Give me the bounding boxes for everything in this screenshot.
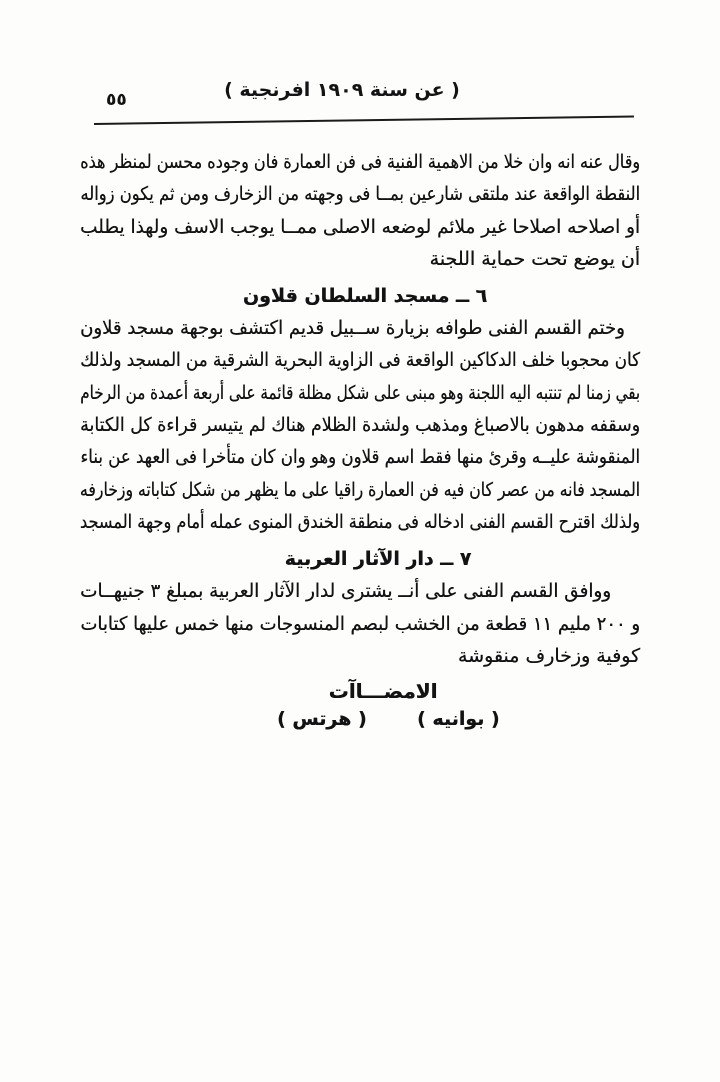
text-line: المنقوشة عليــه وقرئ منها فقط اسم قلاون وهو وان كان متأخرا فى العهد عن بناء [80,446,640,469]
running-header-title: ( عن سنة ١٩٠٩ افرنجية ) [224,79,460,101]
paragraph-mosque [80,312,640,538]
paragraph-intro [80,146,640,275]
signatures-heading: الامضـــاآت [328,679,438,704]
section-heading-arab-antiquities-house: ٧ ــ دار الآثار العربية [284,548,472,571]
text-line: كوفية وزخارف منقوشة [457,644,640,667]
text-line: ووافق القسم الفنى على أنــ يشترى لدار الآثار العربية بمبلغ ٣ جنيهــات [80,580,612,603]
text-line: أو اصلاحه اصلاحا غير ملائم لوضعه الاصلى ممــا يوجب الاسف ولهذا يطلب [79,215,640,238]
paragraph-museum [80,575,640,672]
text-line: ولذلك اقترح القسم الفنى ادخاله فى منطقة الخندق المنوى عمله أمام وجهة المسجد [79,510,640,533]
signature-name-left: ( هرتس ) [277,708,367,731]
text-line: النقطة الواقعة عند ملتقى شارعين بمــا فى وجهته من الزخارف ومن ثم يكون زواله [80,183,641,206]
header-rule [94,115,634,125]
page-number: ٥٥ [106,90,127,110]
text-line: المسجد فانه من عصر كان فيه فن العمارة راقيا على ما يظهر من شكل كتاباته وزخارفه [79,478,640,501]
text-line: أن يوضع تحت حماية اللجنة [429,247,640,270]
text-line: بقي زمنا لم تنتبه اليه اللجنة وهو مبنى على شكل مظلة قائمة على أربعة أعمدة من الرخام [80,381,640,404]
page-body [80,146,640,738]
text-line: وختم القسم الفنى طوافه بزيارة ســبيل قديم اكتشف بوجهة مسجد قلاون [80,317,625,340]
signatures-row [80,708,640,738]
text-line: و ٢٠٠ مليم ١١ قطعة من الخشب لبصم المنسوجات منها خمس عليها كتابات [80,612,640,635]
signature-name-right: ( بوانيه ) [417,708,500,731]
section-heading-sultan-qalawun-mosque: ٦ ــ مسجد السلطان قلاون [242,285,488,308]
text-line: كان محجوبا خلف الدكاكين الواقعة فى الزاوية البحرية الشرقية من المسجد ولذلك [80,349,641,372]
text-line: وقال عنه انه وان خلا من الاهمية الفنية فى فن العمارة فان وجوده محسن لمنظر هذه [80,151,640,173]
text-line: وسقفه مدهون بالاصباغ ومذهب ولشدة الظلام هناك لم يتيسر قراءة كل الكتابة [80,414,641,437]
